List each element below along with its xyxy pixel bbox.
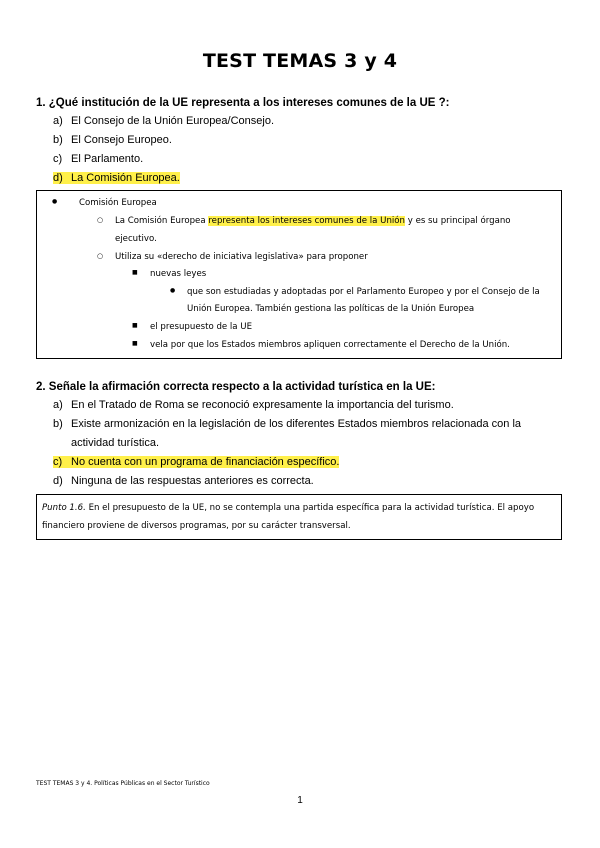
q2-option-b <box>53 415 521 434</box>
option-text: Ninguna de las respuestas anteriores es correcta. <box>71 475 314 487</box>
option-text: Existe armonización en la legislación de los diferentes Estados miembros relacionada con la <box>71 418 522 430</box>
text: La Comisión Europea <box>115 216 209 226</box>
question-1: 1. ¿Qué institución de la UE representa a los intereses comunes de la UE ?: <box>36 97 450 109</box>
q1-option-c <box>53 150 143 169</box>
q2-option-b-continuation <box>53 434 159 453</box>
option-label: a) <box>53 399 63 411</box>
section-reference: Punto 1.6. <box>42 503 86 513</box>
option-text: El Parlamento. <box>71 153 144 165</box>
q2-option-a <box>53 396 454 415</box>
explanation-box-2 <box>36 494 562 540</box>
bullet-item: ■ el presupuesto de la UE <box>150 322 252 332</box>
option-text: En el Tratado de Roma se reconoció expresamente la importancia del turismo. <box>71 399 454 411</box>
page-number: 1 <box>297 795 303 806</box>
q1-option-d-correct <box>53 169 180 188</box>
q2-option-d <box>53 472 314 491</box>
option-text: El Consejo de la Unión Europea/Consejo. <box>71 115 275 127</box>
explanation-line: financiero proviene de diversos programas, por su carácter transversal. <box>42 521 351 531</box>
highlighted-text: representa los intereses comunes de la Unión <box>208 216 406 226</box>
option-text: La Comisión Europea. <box>71 172 180 184</box>
bullet-continuation: Unión Europea. También gestiona las políticas de la Unión Europea <box>187 304 475 314</box>
page-footer: TEST TEMAS 3 y 4. Políticas Públicas en el Sector Turístico <box>36 780 210 787</box>
bullet-item: ■ nuevas leyes <box>150 269 206 279</box>
page-title: TEST TEMAS 3 y 4 <box>202 50 398 72</box>
option-text: No cuenta con un programa de financiación específico. <box>71 456 340 468</box>
explanation-box-1 <box>36 190 562 359</box>
option-label: d) <box>53 475 63 487</box>
bullet-item: ■ vela por que los Estados miembros apliquen correctamente el Derecho de la Unión. <box>150 340 510 350</box>
bullet-item: ○ Utiliza su «derecho de iniciativa legislativa» para proponer <box>115 252 368 262</box>
option-label: d) <box>53 172 63 184</box>
option-text: actividad turística. <box>71 437 160 449</box>
bullet-item <box>115 216 511 226</box>
option-text: El Consejo Europeo. <box>71 134 172 146</box>
q1-option-a <box>53 112 274 131</box>
option-label: c) <box>53 456 63 468</box>
text: En el presupuesto de la UE, no se contempla una partida específica para la actividad turística. El apoyo <box>85 503 535 513</box>
option-label: a) <box>53 115 63 127</box>
q2-option-c-correct <box>53 453 339 472</box>
option-label: b) <box>53 134 63 146</box>
option-label: c) <box>53 153 63 165</box>
bullet-item: ● Comisión Europea <box>79 198 157 208</box>
q1-option-b <box>53 131 172 150</box>
bullet-item: ● que son estudiadas y adoptadas por el Parlamento Europeo y por el Consejo de la <box>187 287 540 297</box>
question-2: 2. Señale la afirmación correcta respecto a la actividad turística en la UE: <box>36 381 436 393</box>
bullet-continuation: ejecutivo. <box>115 234 157 244</box>
text: y es su principal órgano <box>405 216 511 226</box>
option-label: b) <box>53 418 63 430</box>
explanation-line <box>42 503 534 513</box>
